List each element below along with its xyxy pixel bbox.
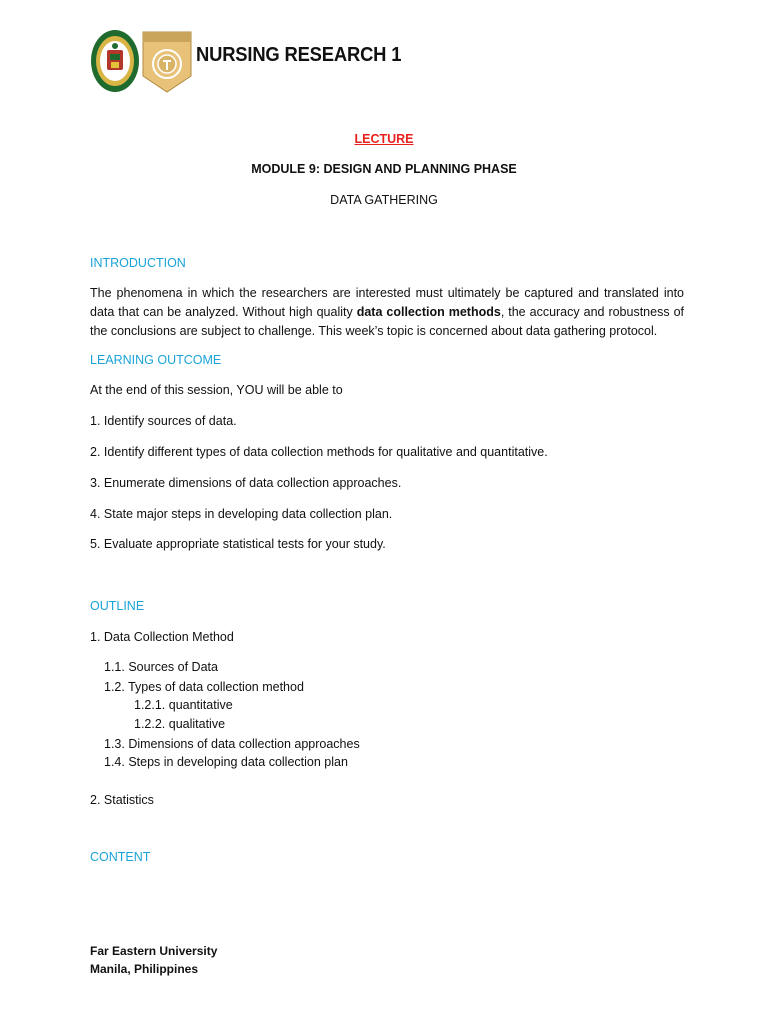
lecture-label: LECTURE xyxy=(354,132,414,146)
outline-subitem: 1.4. Steps in developing data collection plan xyxy=(104,755,348,769)
outcome-item: 3. Enumerate dimensions of data collection approaches. xyxy=(90,476,402,490)
outline-subsubitem: 1.2.2. qualitative xyxy=(134,717,226,731)
outline-heading: OUTLINE xyxy=(90,599,145,613)
outline-item: 2. Statistics xyxy=(90,793,154,807)
introduction-heading: INTRODUCTION xyxy=(90,256,186,270)
footer-location: Manila, Philippines xyxy=(90,962,199,976)
university-seal-icon xyxy=(90,28,140,94)
intro-text-before: The phenomena in which the researchers are interested must ultimately be captured and translated into data that can be analyzed. Without high quality xyxy=(90,286,684,319)
outline-subitem: 1.2. Types of data collection method xyxy=(104,680,304,694)
module-title: MODULE 9: DESIGN AND PLANNING PHASE xyxy=(251,162,517,176)
outline-subitem: 1.1. Sources of Data xyxy=(104,660,218,674)
intro-text-after: , the accuracy and robustness of the conclusions are subject to challenge. This week’s topic is concerned about data gathering protocol. xyxy=(90,305,684,338)
outline-item: 1. Data Collection Method xyxy=(90,630,234,644)
footer-institution: Far Eastern University xyxy=(90,944,218,958)
topic-title: DATA GATHERING xyxy=(330,193,438,207)
outcome-item: 5. Evaluate appropriate statistical tests for your study. xyxy=(90,537,386,551)
introduction-paragraph xyxy=(90,284,684,341)
institute-crest-icon xyxy=(141,30,193,94)
outline-subitem: 1.3. Dimensions of data collection approaches xyxy=(104,737,360,751)
intro-text-bold: data collection methods xyxy=(356,305,501,319)
outcome-item: 2. Identify different types of data collection methods for qualitative and quantitative. xyxy=(90,445,548,459)
document-title: NURSING RESEARCH 1 xyxy=(196,44,402,66)
learning-outcome-lead: At the end of this session, YOU will be able to xyxy=(90,383,343,397)
outcome-item: 1. Identify sources of data. xyxy=(90,414,237,428)
content-heading: CONTENT xyxy=(90,850,151,864)
learning-outcome-heading: LEARNING OUTCOME xyxy=(90,353,222,367)
outline-subsubitem: 1.2.1. quantitative xyxy=(134,698,233,712)
outcome-item: 4. State major steps in developing data collection plan. xyxy=(90,507,393,521)
